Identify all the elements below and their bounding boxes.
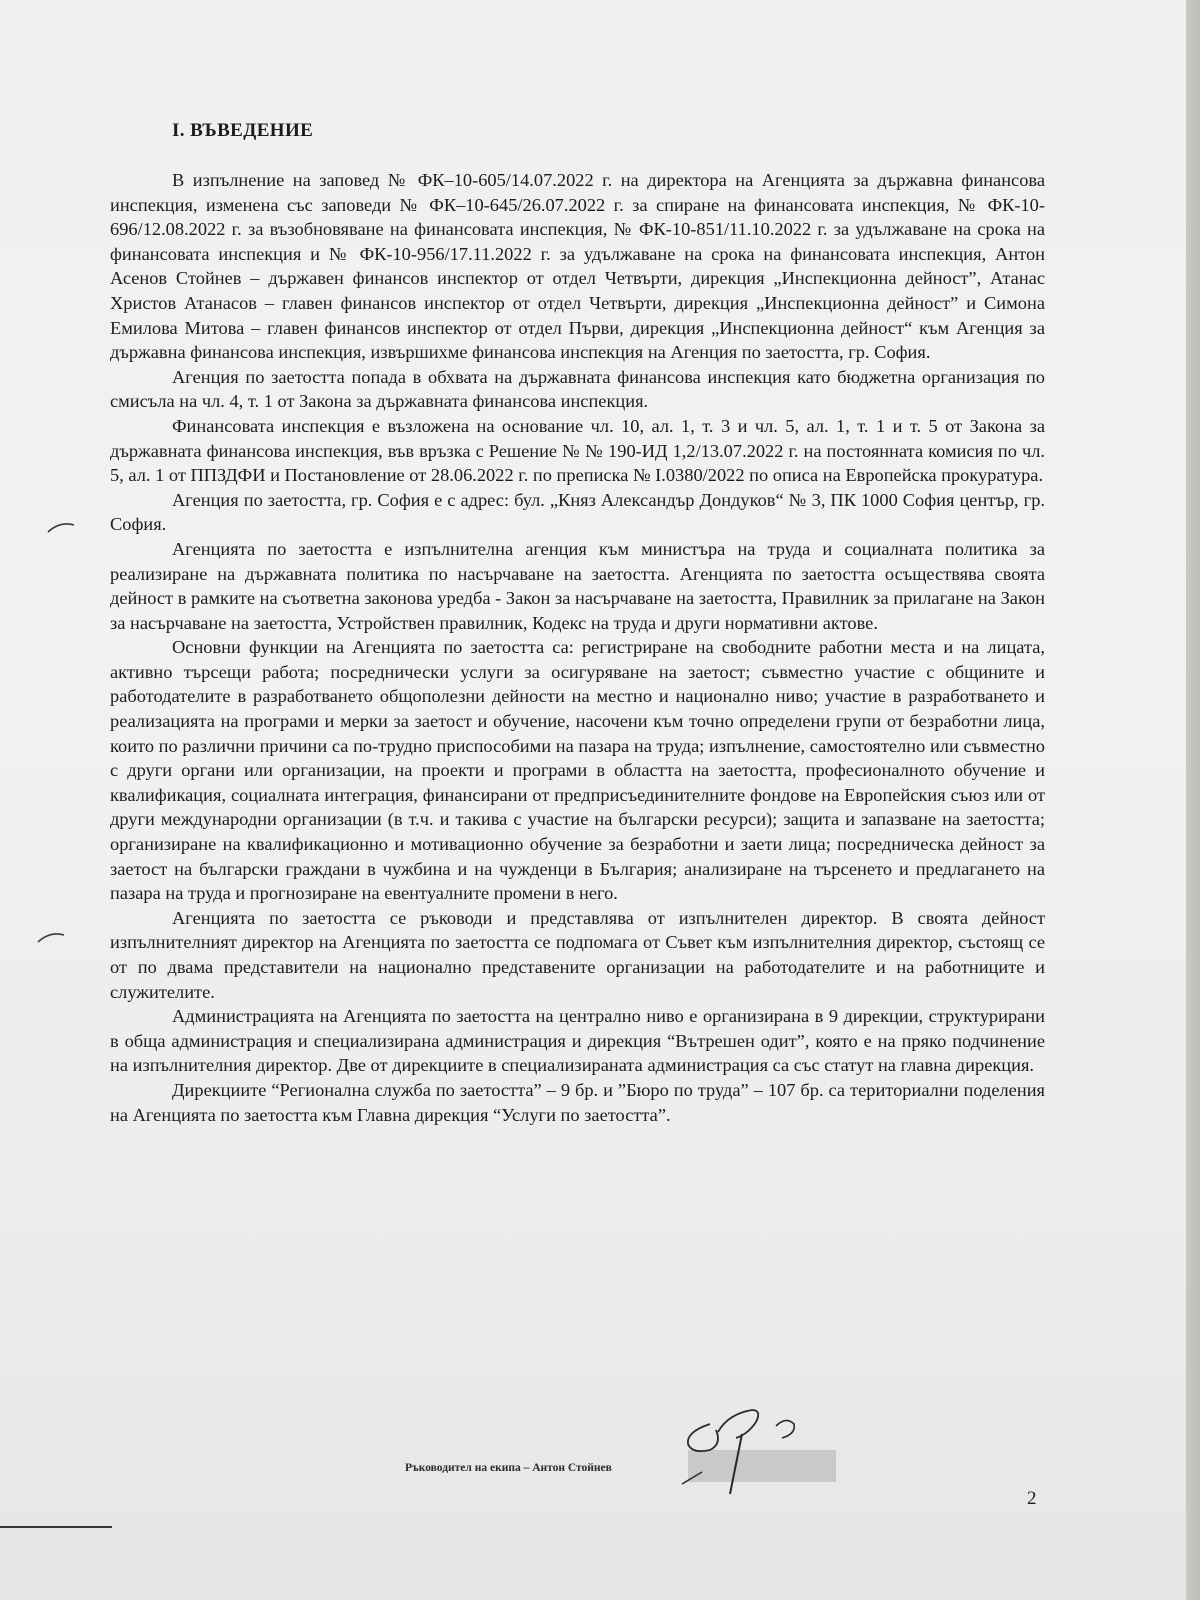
punch-mark (46, 520, 76, 534)
section-heading: I. ВЪВЕДЕНИЕ (172, 120, 314, 141)
paragraph-management: Агенцията по заетостта се ръководи и представлява от изпълнителен директор. В своята дейност изпълнителният директор на Агенцията по заетостта се подпомага от Съвет към изпълнителния директор, състоящ се от по двама представители на национално представените организации на работодателите и на работниците и служителите. (110, 907, 1045, 1002)
punch-mark (36, 930, 66, 944)
paragraph-administration: Администрацията на Агенцията по заетостта на централно ниво е организирана в 9 дирекции, структурирани в обща администрация и специализирана администрация и дирекция “Вътрешен одит”, която е на пряко подчинение на изпълнителния директор. Две от дирекциите в специализираната администрация са със статут на главна дирекция. (110, 1006, 1045, 1076)
paragraph-inspection-order: В изпълнение на заповед № ФК–10-605/14.07.2022 г. на директора на Агенцията за държавна финансова инспекция, изменена със заповеди № ФК–10-645/26.07.2022 г. за спиране на финансовата инспекция, № ФК-10-696/12.08.2022 г. за възобновяване на финансовата инспекция, № ФК-10-851/11.10.2022 г. за удължаване на срока на финансовата инспекция и № ФК-10-956/17.11.2022 г. за удължаване на срока на финансовата инспекция, Антон Асенов Стойнев – държавен финансов инспектор от отдел Четвърти, дирекция „Инспекционна дейност”, Атанас Христов Атанасов – главен финансов инспектор от отдел Четвърти, дирекция „Инспекционна дейност” и Симона Емилова Митова – главен финансов инспектор от отдел Първи, дирекция „Инспекционна дейност“ към Агенция за държавна финансова инспекция, извършихме финансова инспекция на Агенция по заетостта, гр. София. (110, 170, 1045, 363)
paragraph-main-functions: Основни функции на Агенцията по заетостта са: регистриране на свободните работни места и на лицата, активно търсещи работа; посреднически услуги за осигуряване на заетост; съвместно участие с общините и работодателите в разработването общополезни дейности на местно и национално ниво; участие в разработването и реализацията на програми и мерки за заетост и обучение, насочени към точно определени групи от безработни лица, които по различни причини са по-трудно приспособими на пазара на труда; изпълнение, самостоятелно или съвместно с други органи или организации, на проекти и програми в областта на заетостта, професионалното обучение и квалификация, социалната интеграция, финансирани от предприсъединителните фондове на Европейския съюз или от други международни организации (в т.ч. и такива с участие на български ресурси); защита и запазване на заетостта; организиране на квалификационно и мотивационно обучение за безработни и заети лица; посредническа дейност за заетост на български граждани в чужбина и на чужденци в България; анализиране на търсенето и предлагането на пазара на труда и прогнозиране на евентуалните промени в него. (110, 637, 1045, 904)
paragraph-territorial-units: Дирекциите “Регионална служба по заетостта” – 9 бр. и ”Бюро по труда” – 107 бр. са териториални поделения на Агенцията по заетостта към Главна дирекция “Услуги по заетостта”. (110, 1079, 1045, 1125)
page-footer (0, 1410, 1186, 1509)
paragraph-scope: Агенция по заетостта попада в обхвата на държавната финансова инспекция като бюджетна организация по смисъла на чл. 4, т. 1 от Закона за държавната финансова инспекция. (110, 366, 1045, 412)
paragraph-agency-role: Агенцията по заетостта е изпълнителна агенция към министъра на труда и социалната политика за реализиране на държавната политика по насърчаване на заетостта. Агенцията по заетостта осъществява своята дейност в рамките на съответна законова уредба - Закон за насърчаване на заетостта, Правилник за прилагане на Закон за насърчаване на заетостта, Устройствен правилник, Кодекс на труда и други нормативни актове. (110, 538, 1045, 633)
paragraph-legal-basis: Финансовата инспекция е възложена на основание чл. 10, ал. 1, т. 3 и чл. 5, ал. 1, т. 1 и т. 5 от Закона за държавната финансова инспекция, във връзка с Решение № № 190-ИД 1,2/13.07.2022 г. на постоянната комисия по чл. 5, ал. 1 от ППЗДФИ и Постановление от 28.06.2022 г. по преписка № I.0380/2022 по описа на Европейска прокуратура. (110, 415, 1045, 486)
signature (658, 1404, 838, 1514)
document-body (110, 112, 1045, 1127)
page-number: 2 (1027, 1488, 1037, 1509)
paragraph-address: Агенция по заетостта, гр. София е с адрес: бул. „Княз Александър Дондуков“ № 3, ПК 1000 София център, гр. София. (110, 489, 1045, 535)
team-leader-label: Ръководител на екипа – Антон Стойнев (405, 1462, 612, 1474)
bottom-divider (0, 1526, 112, 1528)
background-edge (1186, 0, 1200, 1600)
